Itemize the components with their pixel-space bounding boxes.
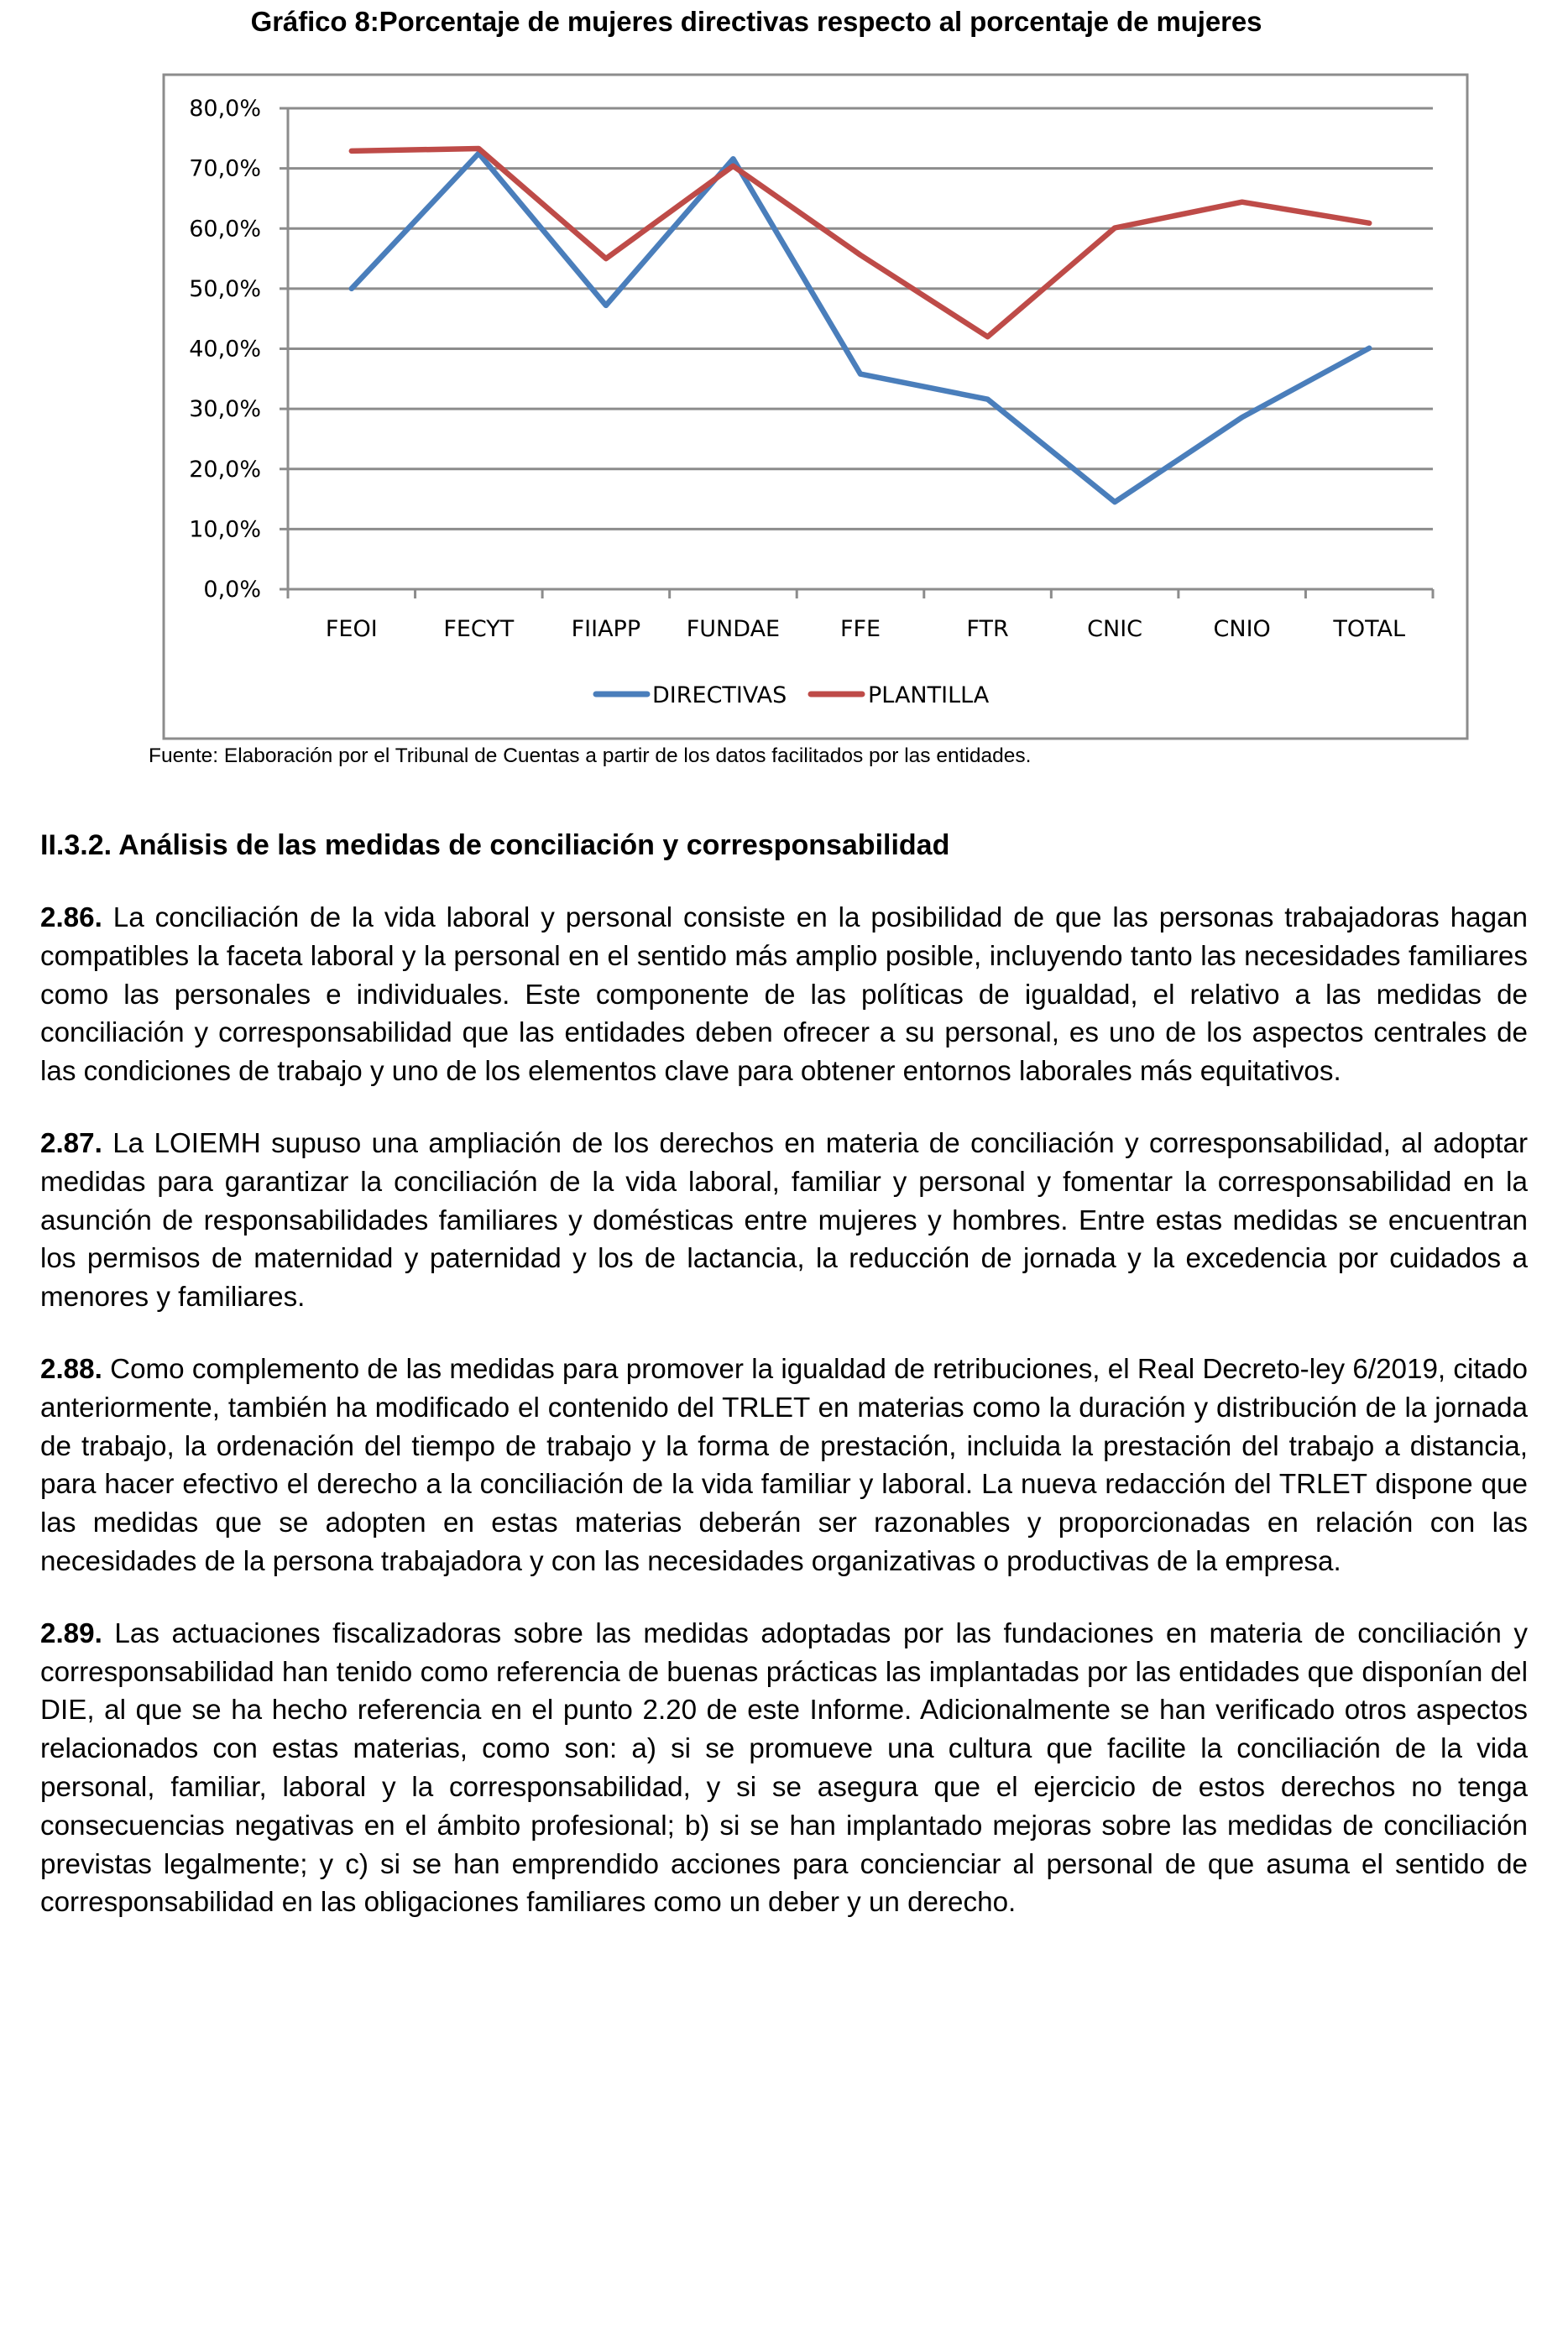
paragraph-text: La conciliación de la vida laboral y personal consiste en la posibilidad de que las personas trabajadoras hagan compatibles la faceta laboral y la personal en el sentido más amplio posible, incluyendo tanto las necesidades familiares como las personales e individuales. Este componente de las políticas de igualdad, el relativo a las medidas de conciliación y corresponsabilidad que las entidades deben ofrecer a su personal, es uno de los aspectos centrales de las condiciones de trabajo y uno de los elementos clave para obtener entornos laborales más equitativos. (40, 902, 1528, 1088)
x-tick-label: FUNDAE (686, 616, 781, 642)
paragraph-number: 2.87. (40, 1127, 102, 1159)
x-tick-label: FTR (966, 616, 1009, 642)
y-tick-label: 50,0% (189, 275, 261, 302)
paragraph-2-88 (40, 1350, 1528, 1581)
y-tick-label: 0,0% (203, 577, 261, 603)
figure-title-text: Gráfico 8:Porcentaje de mujeres directivas respecto al porcentaje de mujeres (250, 6, 1262, 37)
x-tick-label: CNIC (1087, 616, 1143, 642)
paragraph-text: La LOIEMH supuso una ampliación de los derechos en materia de conciliación y corresponsabilidad, al adoptar medidas para garantizar la conciliación de la vida laboral, familiar y personal y fomentar la corresponsabilidad en la asunción de responsabilidades familiares y domésticas entre mujeres y hombres. Entre estas medidas se encuentran los permisos de maternidad y paternidad y los de lactancia, la reducción de jornada y la excedencia por cuidados a menores y familiares. (40, 1127, 1528, 1314)
y-tick-label: 30,0% (189, 396, 261, 423)
figure-source: Fuente: Elaboración por el Tribunal de Cuentas a partir de los datos facilitados por las entidades. (149, 744, 1032, 767)
x-tick-label: TOTAL (1333, 616, 1406, 642)
x-tick-label: FEOI (325, 616, 378, 642)
document-body (40, 826, 1528, 1922)
x-tick-label: FIIAPP (571, 616, 641, 642)
section-heading: II.3.2. Análisis de las medidas de conciliación y corresponsabilidad (40, 829, 950, 861)
paragraph-number: 2.89. (40, 1617, 102, 1649)
paragraph-text: Las actuaciones fiscalizadoras sobre las medidas adoptadas por las fundaciones en materia de conciliación y corresponsabilidad han tenido como referencia de buenas prácticas las implantadas por las entidades que disponían del DIE, al que se ha hecho referencia en el punto 2.20 de este Informe. Adicionalmente se han verificado otros aspectos relacionados con estas materias, como son: a) si se promueve una cultura que facilite la conciliación de la vida personal, familiar, laboral y la corresponsabilidad, y si se asegura que el ejercicio de estos derechos no tenga consecuencias negativas en el ámbito profesional; b) si se han implantado mejoras sobre las medidas de conciliación previstas legalmente; y c) si se han emprendido acciones para concienciar al personal de que asuma el sentido de corresponsabilidad en las obligaciones familiares como un deber y un derecho. (40, 1617, 1528, 1919)
y-tick-label: 20,0% (189, 456, 261, 483)
paragraph-2-89 (40, 1615, 1528, 1922)
paragraph-number: 2.86. (40, 902, 102, 933)
paragraph-2-86 (40, 899, 1528, 1091)
x-tick-label: FECYT (443, 616, 515, 642)
y-tick-label: 10,0% (189, 516, 261, 543)
y-tick-label: 80,0% (189, 96, 261, 122)
y-tick-label: 40,0% (189, 336, 261, 363)
legend-label-directivas: DIRECTIVAS (652, 682, 787, 708)
paragraph-2-87 (40, 1125, 1528, 1317)
x-tick-label: FFE (839, 616, 881, 642)
y-tick-label: 60,0% (189, 216, 261, 243)
y-tick-label: 70,0% (189, 155, 261, 182)
paragraph-text: Como complemento de las medidas para promover la igualdad de retribuciones, el Real Decreto-ley 6/2019, citado anteriormente, también ha modificado el contenido del TRLET en materias como la duración y distribución de la jornada de trabajo, la ordenación del tiempo de trabajo y la forma de prestación, incluida la prestación del trabajo a distancia, para hacer efectivo el derecho a la conciliación de la vida familiar y laboral. La nueva redacción del TRLET dispone que las medidas que se adopten en estas materias deberán ser razonables y proporcionadas en relación con las necesidades de la persona trabajadora y con las necesidades organizativas o productivas de la empresa. (40, 1353, 1528, 1577)
x-tick-label: CNIO (1213, 616, 1271, 642)
paragraph-number: 2.88. (40, 1353, 102, 1385)
line-chart (0, 0, 1568, 755)
legend-label-plantilla: PLANTILLA (868, 682, 990, 708)
